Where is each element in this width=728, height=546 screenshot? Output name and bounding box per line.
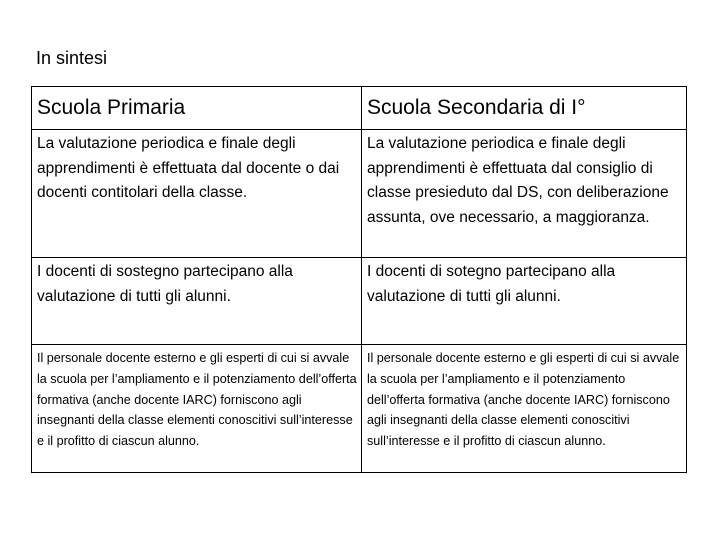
table-header-row <box>32 87 687 130</box>
header-scuola-secondaria: Scuola Secondaria di I° <box>362 87 687 130</box>
table-cell: I docenti di sostegno partecipano alla valutazione di tutti gli alunni. <box>32 258 362 345</box>
table-cell: La valutazione periodica e finale degli apprendimenti è effettuata dal consiglio di classe presieduto dal DS, con deliberazione assunta, ove necessario, a maggioranza. <box>362 130 687 258</box>
comparison-table <box>31 86 687 473</box>
table-cell: Il personale docente esterno e gli esperti di cui si avvale la scuola per l’ampliamento e il potenziamento dell’offerta formativa (anche docente IARC) forniscono agli insegnanti della classe elementi conoscitivi sull’interesse e il profitto di ciascun alunno. <box>362 345 687 473</box>
page-title: In sintesi <box>36 48 108 68</box>
table-cell: La valutazione periodica e finale degli apprendimenti è effettuata dal docente o dai docenti contitolari della classe. <box>32 130 362 258</box>
table-row <box>32 130 687 258</box>
table-row <box>32 258 687 345</box>
table-row <box>32 345 687 473</box>
header-scuola-primaria: Scuola Primaria <box>32 87 362 130</box>
table-cell: Il personale docente esterno e gli esperti di cui si avvale la scuola per l’ampliamento e il potenziamento dell’offerta formativa (anche docente IARC) forniscono agli insegnanti della classe elementi conoscitivi sull’interesse e il profitto di ciascun alunno. <box>32 345 362 473</box>
table-cell: I docenti di sotegno partecipano alla valutazione di tutti gli alunni. <box>362 258 687 345</box>
